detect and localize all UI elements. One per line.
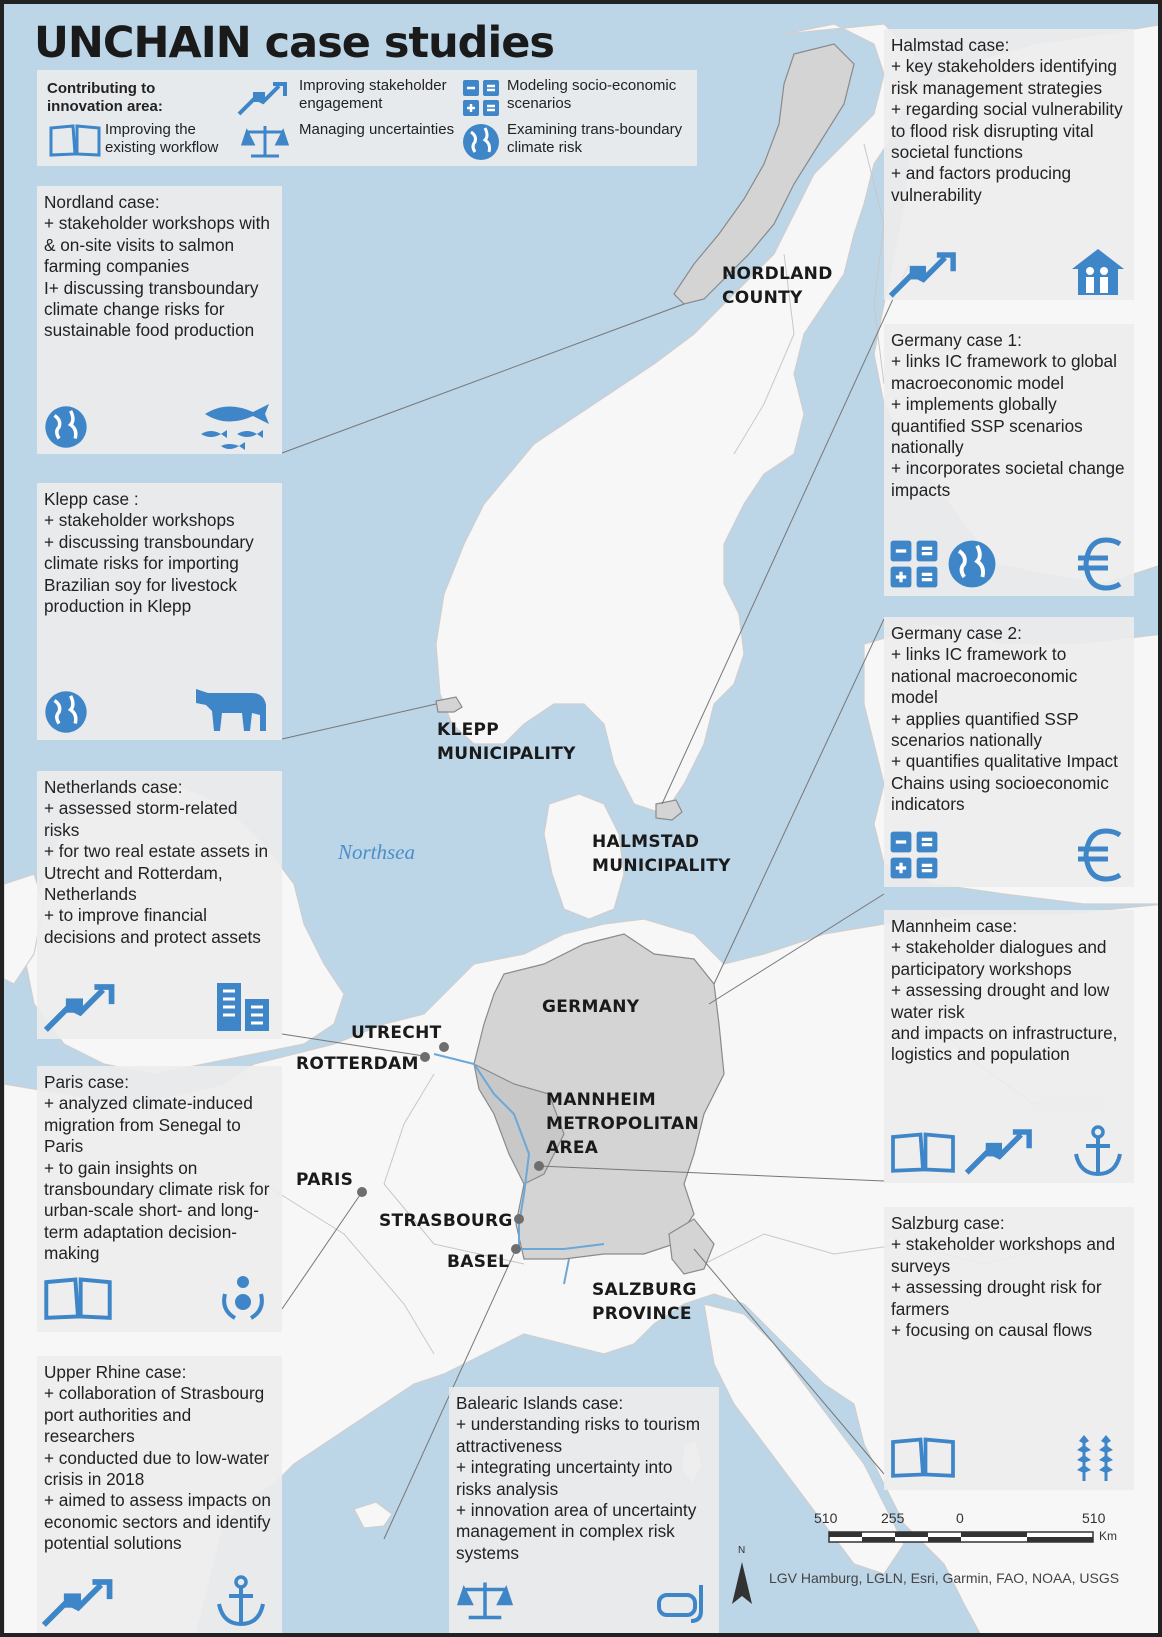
balearic-case-box <box>449 1387 719 1636</box>
euro-icon <box>1076 536 1126 592</box>
people-cycle-icon <box>217 1272 269 1324</box>
north-arrow <box>732 1562 752 1604</box>
anchor-icon <box>1072 1124 1124 1178</box>
wheat-icon <box>1068 1429 1122 1483</box>
label-rotterdam: ROTTERDAM <box>296 1054 419 1074</box>
legend-item-modeling: Modeling socio-economic scenarios <box>507 77 677 112</box>
halmstad-case-box <box>884 29 1134 300</box>
scales-icon <box>457 1575 513 1625</box>
germany2-case-text: Germany case 2: + links IC framework to national macroeconomic model + applies quantified SSP scenarios nationally + quantifies qualitative Impact Chains using socioeconomic indicators <box>891 623 1118 815</box>
snorkel-icon <box>655 1583 711 1625</box>
paris-case-box <box>37 1066 282 1332</box>
anchor-icon <box>215 1574 267 1628</box>
label-paris: PARIS <box>296 1170 354 1190</box>
handshake-icon <box>964 1126 1040 1176</box>
legend-item-workflow: Improving the existing workflow <box>105 121 219 156</box>
book-icon <box>888 1433 958 1481</box>
label-basel: BASEL <box>447 1252 510 1272</box>
label-klepp-municipality: KLEPP MUNICIPALITY <box>437 720 576 764</box>
euro-icon <box>1076 827 1126 883</box>
legend-heading: Contributing to innovation area: <box>47 80 163 115</box>
upper-rhine-case-box <box>37 1356 282 1636</box>
area-halmstad <box>656 800 682 820</box>
legend-panel <box>37 70 697 166</box>
balearic-case-text: Balearic Islands case: + understanding risks to tourism attractiveness + integrating uncertainty into risks analysis + innovation area of uncertainty management in complex risk systems <box>456 1393 701 1563</box>
label-germany: GERMANY <box>542 997 640 1017</box>
scale-tick-255: 255 <box>881 1510 905 1526</box>
cow-icon <box>192 683 272 735</box>
globe-icon <box>43 689 89 735</box>
calculator-icon <box>888 538 940 590</box>
netherlands-case-box <box>37 771 282 1039</box>
mannheim-case-text: Mannheim case: + stakeholder dialogues and participatory workshops + assessing drought and low water risk and impacts on infrastructure, logistics and population <box>891 916 1118 1065</box>
map-credits: LGV Hamburg, LGLN, Esri, Garmin, FAO, NOAA, USGS <box>769 1570 1120 1586</box>
germany1-case-text: Germany case 1: + links IC framework to global macroeconomic model + implements globally quantified SSP scenarios nationally + incorporates societal change impacts <box>891 330 1125 500</box>
klepp-case-text: Klepp case : + stakeholder workshops + discussing transboundary climate risks for importing Brazilian soy for livestock production in Klepp <box>44 489 254 617</box>
mannheim-case-box <box>884 910 1134 1183</box>
legend-item-stakeholder: Improving stakeholder engagement <box>299 77 447 112</box>
label-mannheim-area: MANNHEIM METROPOLITAN AREA <box>546 1090 699 1158</box>
handshake-icon <box>43 981 123 1033</box>
calculator-icon <box>461 78 501 118</box>
book-icon <box>888 1128 958 1176</box>
nordland-case-text: Nordland case: + stakeholder workshops with & on-site visits to salmon farming companies I+ discussing transboundary climate change risks for sustainable food production <box>44 192 270 341</box>
book-icon <box>47 122 103 158</box>
north-label: N <box>738 1545 746 1556</box>
buildings-icon <box>215 981 271 1033</box>
dot-strasbourg <box>514 1214 524 1224</box>
halmstad-case-text: Halmstad case: + key stakeholders identifying risk management strategies + regarding social vulnerability to flood risk disrupting vital societal functions + and factors producing vulnerability <box>891 35 1123 205</box>
globe-icon <box>946 538 998 590</box>
globe-icon <box>43 404 89 450</box>
scale-unit: Km <box>1099 1529 1117 1543</box>
label-salzburg-province: SALZBURG PROVINCE <box>592 1280 697 1324</box>
handshake-icon <box>237 80 293 116</box>
globe-icon <box>461 122 501 162</box>
germany1-case-box <box>884 324 1134 596</box>
map-title: UNCHAIN case studies <box>34 18 554 68</box>
land-balearic <box>354 1502 392 1528</box>
scale-bar <box>829 1532 1093 1542</box>
dot-paris <box>357 1187 367 1197</box>
label-halmstad-municipality: HALMSTAD MUNICIPALITY <box>592 832 731 876</box>
book-icon <box>41 1274 115 1322</box>
handshake-icon <box>41 1576 121 1628</box>
paris-case-text: Paris case: + analyzed climate-induced migration from Senegal to Paris + to gain insights on transboundary climate risk for urban-scale short- and long-term adaptation decision-making <box>44 1072 270 1264</box>
scale-tick-510-left: 510 <box>814 1510 838 1526</box>
scales-icon <box>241 122 289 160</box>
salzburg-case-box <box>884 1207 1134 1490</box>
fish-icon <box>197 400 273 452</box>
label-nordland-county: NORDLAND COUNTY <box>722 264 833 308</box>
legend-item-uncertainties: Managing uncertainties <box>299 121 455 138</box>
dot-rotterdam <box>420 1052 430 1062</box>
handshake-icon <box>888 249 964 299</box>
salzburg-case-text: Salzburg case: + stakeholder workshops and surveys + assessing drought risk for farmers + focusing on causal flows <box>891 1213 1116 1341</box>
netherlands-case-text: Netherlands case: + assessed storm-related risks + for two real estate assets in Utrecht and Rotterdam, Netherlands + to improve financial decisions and protect assets <box>44 777 269 947</box>
nordland-case-box <box>37 186 282 454</box>
klepp-case-box <box>37 483 282 740</box>
family-house-icon <box>1070 247 1126 297</box>
leader-klepp <box>282 704 436 739</box>
label-strasbourg: STRASBOURG <box>379 1211 513 1231</box>
dot-basel <box>511 1244 521 1254</box>
sea-label-northsea: Northsea <box>338 840 416 864</box>
germany2-case-box <box>884 617 1134 887</box>
scale-tick-510-right: 510 <box>1082 1510 1106 1526</box>
upper-rhine-case-text: Upper Rhine case: + collaboration of Strasbourg port authorities and researchers + conducted due to low-water crisis in 2018 + aimed to assess impacts on economic sectors and identify potential solutions <box>44 1362 271 1554</box>
legend-item-transboundary: Examining trans-boundary climate risk <box>507 121 683 156</box>
scale-tick-0: 0 <box>956 1510 964 1526</box>
dot-mannheim <box>534 1161 544 1171</box>
calculator-icon <box>888 829 940 881</box>
label-utrecht: UTRECHT <box>351 1023 442 1043</box>
